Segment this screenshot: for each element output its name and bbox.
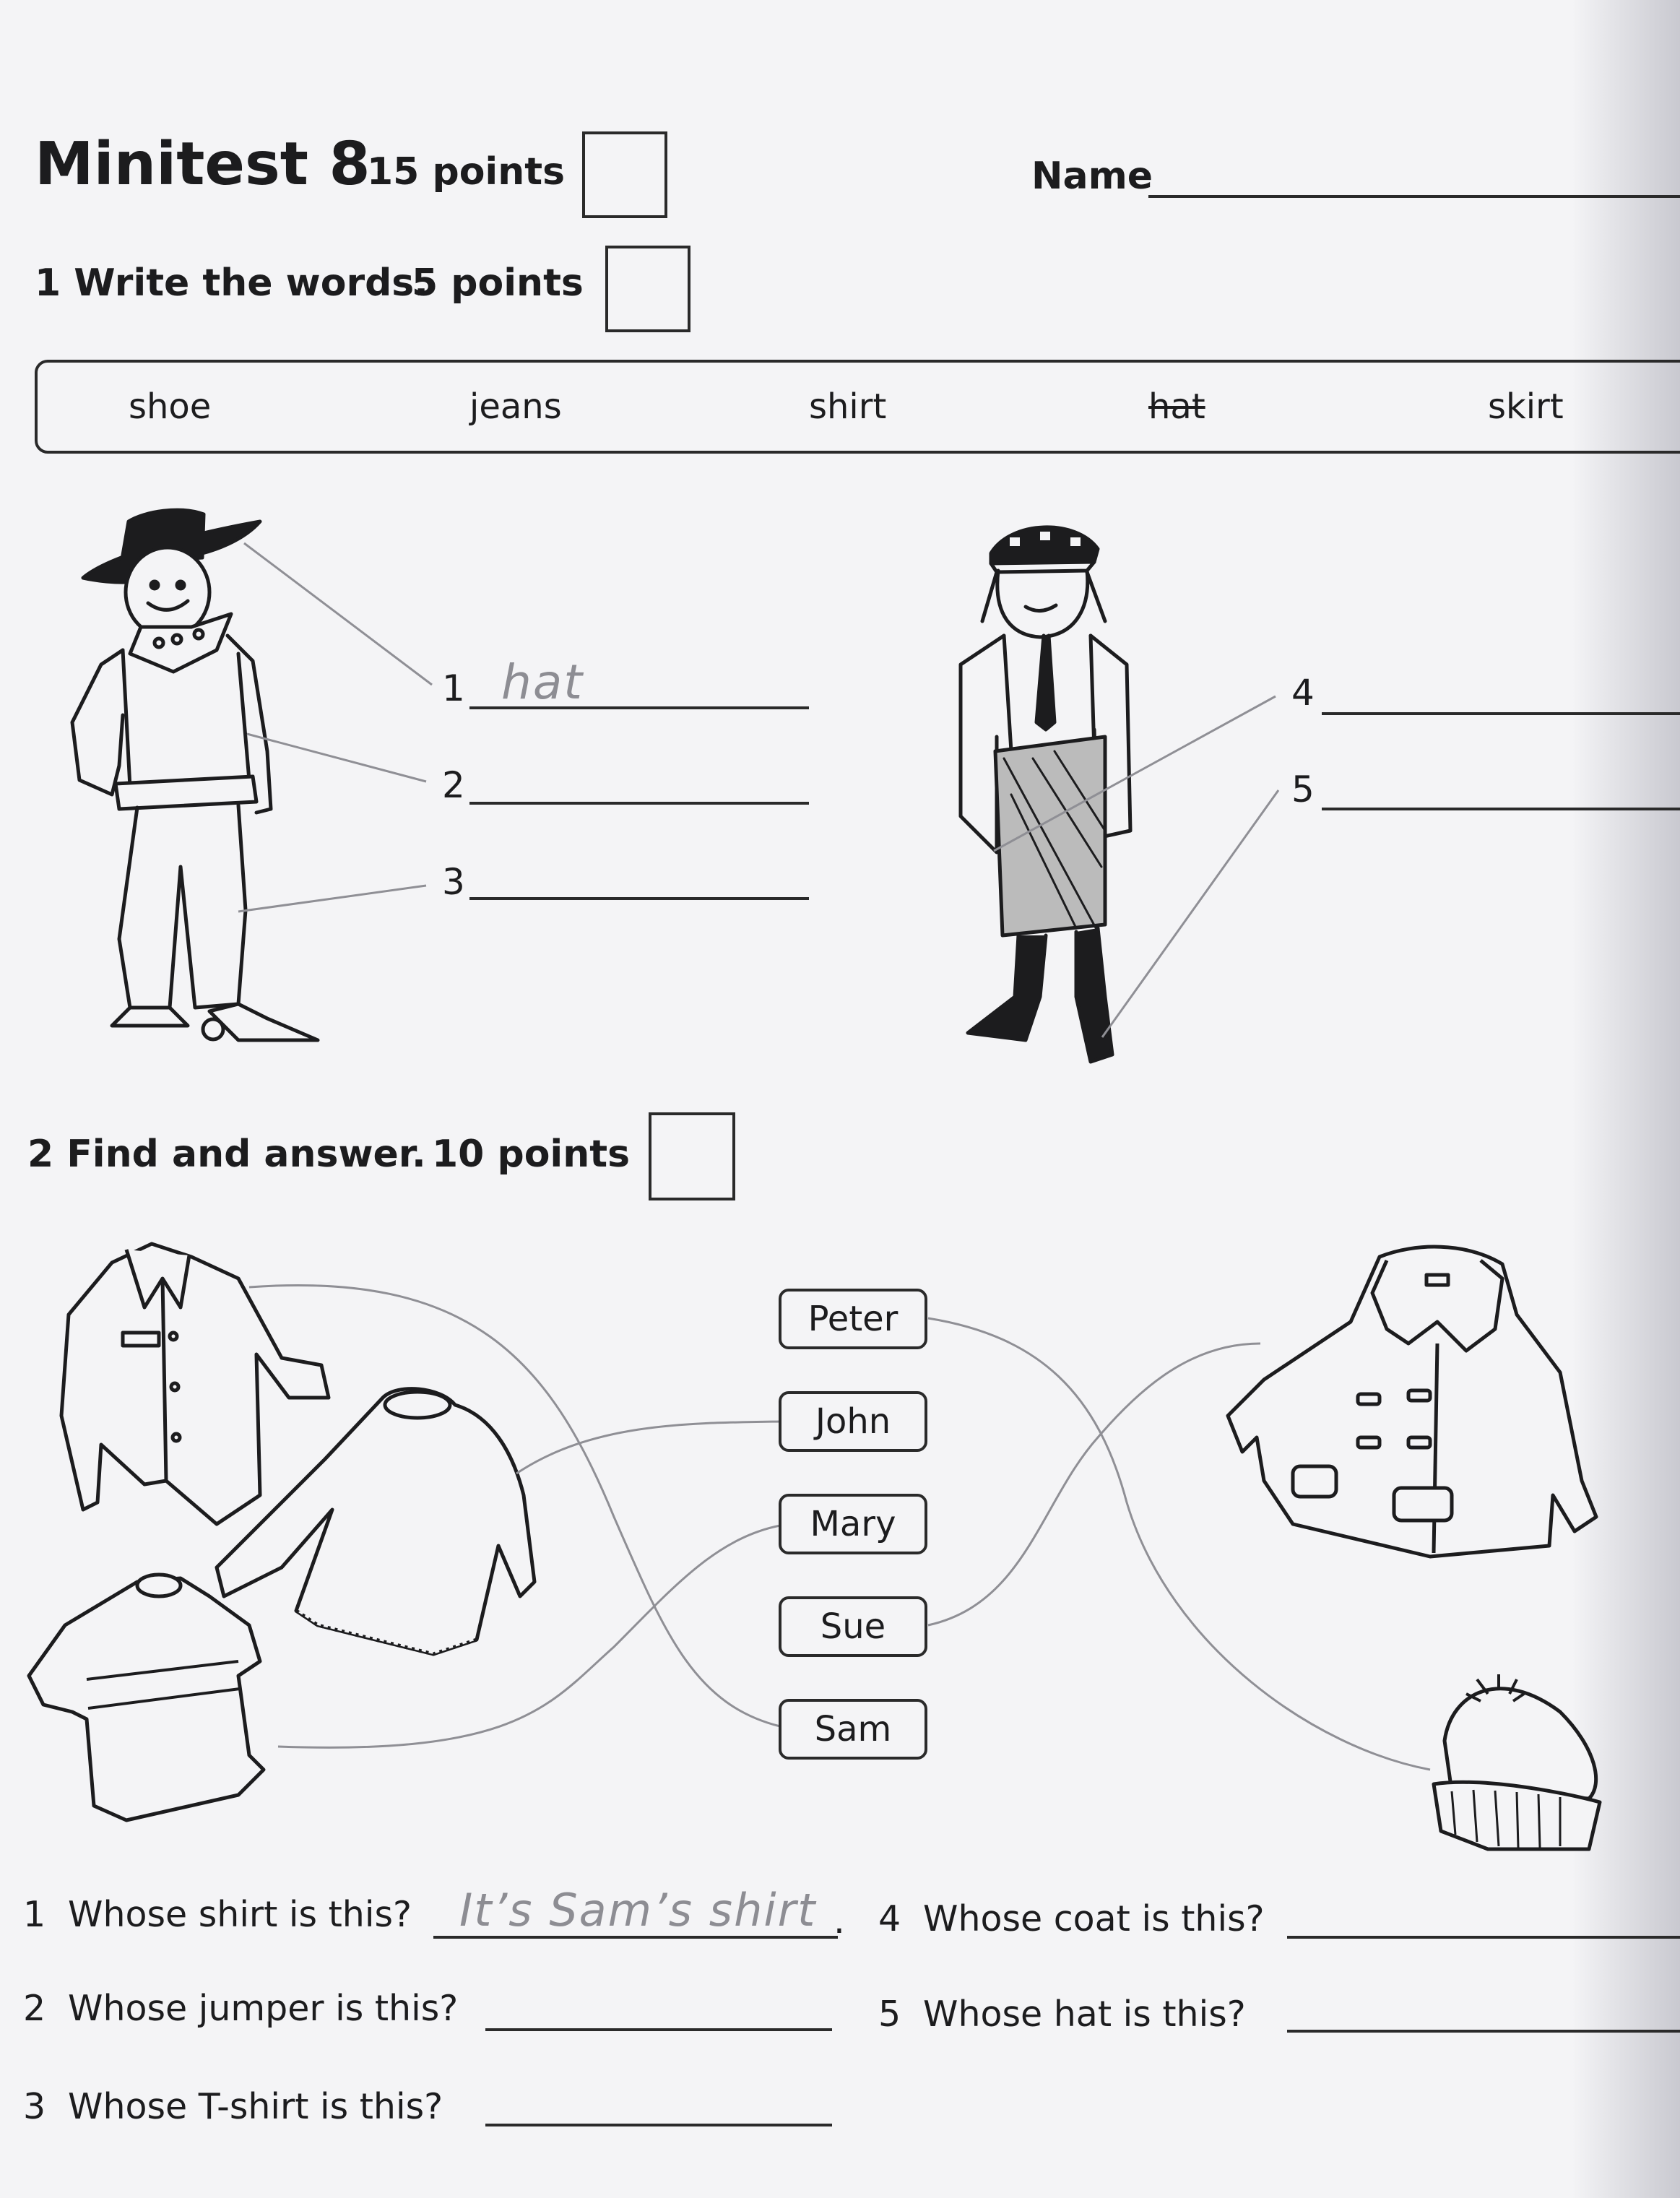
answer-line-q3[interactable]: [485, 2124, 832, 2126]
label-number: 2: [442, 764, 465, 806]
question-number: 3: [23, 2086, 46, 2127]
policewoman-illustration: [961, 527, 1130, 1062]
answer-line-q5[interactable]: [1287, 2030, 1680, 2033]
name-tag-sue: Sue: [779, 1596, 927, 1657]
answer-line-q4[interactable]: [1287, 1936, 1680, 1939]
question-text: Whose jumper is this?: [68, 1988, 459, 2029]
wool-hat-illustration: [1434, 1674, 1600, 1849]
label-number: 1: [442, 667, 465, 709]
question-4: [878, 1898, 1265, 1939]
question-number: 2: [23, 1988, 46, 2029]
section1-instruction: 1 Write the words.: [35, 261, 429, 305]
question-5: [878, 1994, 1246, 2035]
answer-line-q1[interactable]: [433, 1936, 838, 1939]
question-text: Whose hat is this?: [923, 1994, 1246, 2035]
question-2: [23, 1988, 458, 2029]
name-tag-mary: Mary: [779, 1494, 927, 1554]
answer-period: .: [833, 1900, 845, 1942]
t-shirt-illustration: [29, 1575, 264, 1820]
cowboy-illustration: [72, 510, 318, 1040]
question-text: Whose coat is this?: [923, 1898, 1265, 1939]
total-points: 15 points: [367, 150, 566, 194]
question-number: 1: [23, 1894, 46, 1935]
label-number: 3: [442, 861, 465, 903]
name-tag-sam: Sam: [779, 1699, 927, 1760]
label-leader-lines: [238, 543, 1278, 1037]
word-bank-item: skirt: [1488, 386, 1564, 427]
name-label: Name: [1031, 155, 1153, 198]
question-number: 5: [878, 1994, 901, 2035]
word-bank-item-crossed: hat: [1148, 386, 1205, 427]
label-number: 4: [1291, 672, 1315, 714]
word-bank-item: shoe: [129, 386, 212, 427]
answer-handwritten: It’s Sam’s shirt: [459, 1884, 817, 1937]
question-text: Whose shirt is this?: [68, 1894, 412, 1935]
question-text: Whose T-shirt is this?: [68, 2086, 443, 2127]
section1-points: 5 points: [412, 261, 584, 305]
page-title: Minitest 8: [35, 130, 371, 199]
word-bank-item: jeans: [469, 386, 562, 427]
section2-instruction: 2 Find and answer.: [27, 1133, 426, 1176]
answer-handwritten: hat: [501, 654, 584, 710]
coat-illustration: [1228, 1247, 1596, 1557]
name-tag-peter: Peter: [779, 1289, 927, 1349]
question-number: 4: [878, 1898, 901, 1939]
section2-points: 10 points: [432, 1133, 631, 1176]
answer-line-q2[interactable]: [485, 2028, 832, 2031]
word-bank-item: shirt: [809, 386, 887, 427]
question-1: [23, 1894, 412, 1935]
name-tag-john: John: [779, 1391, 927, 1452]
label-number: 5: [1291, 769, 1315, 810]
question-3: [23, 2086, 443, 2127]
jumper-illustration: [217, 1389, 534, 1654]
